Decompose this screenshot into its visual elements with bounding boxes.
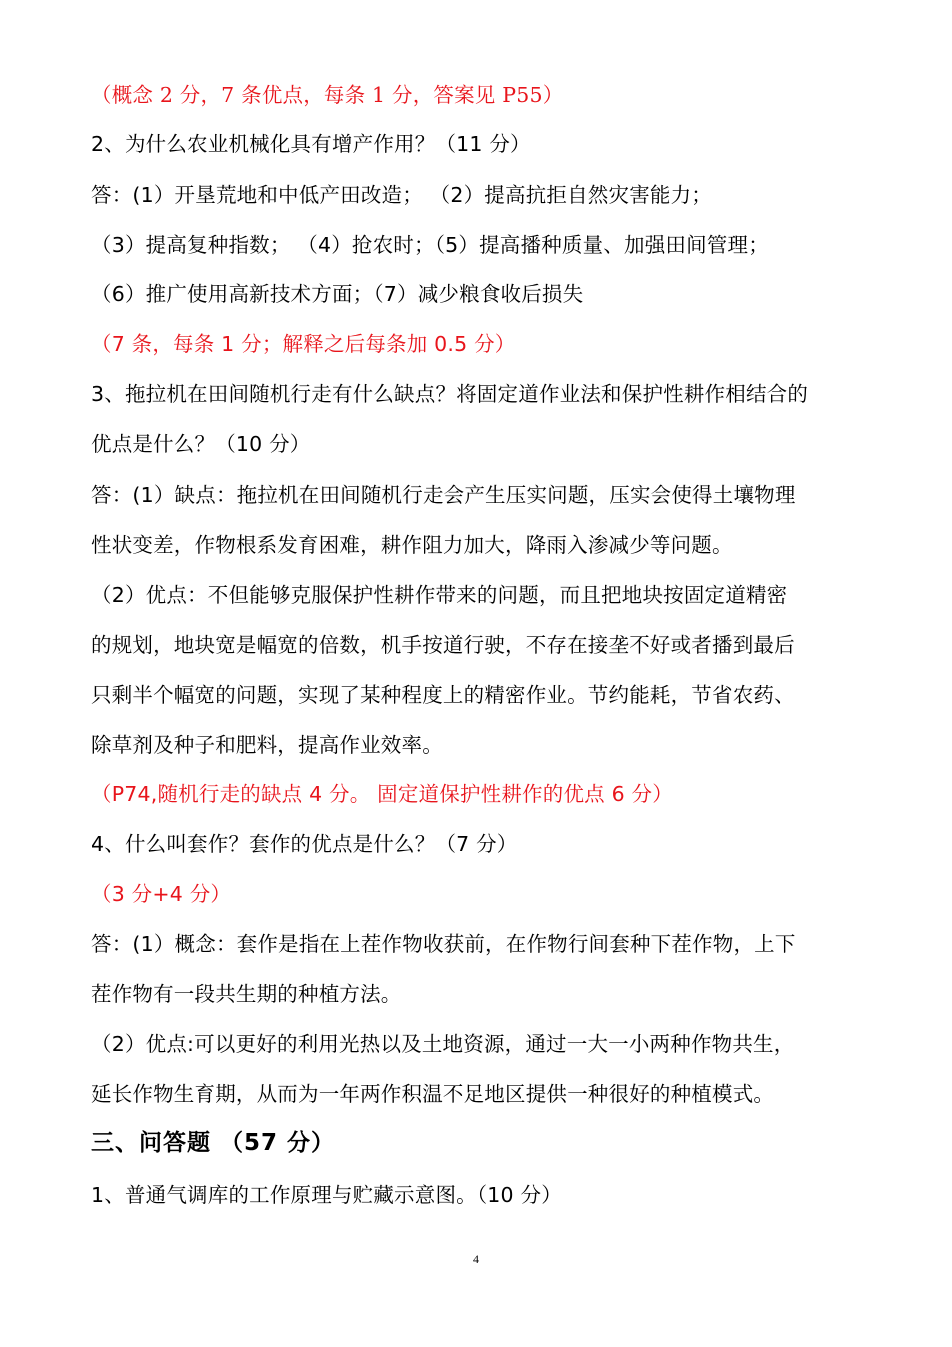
answer-2-line-3: （6）推广使用高新技术方面；（7）减少粮食收后损失 xyxy=(91,282,584,306)
page-number: 4 xyxy=(473,1252,479,1266)
answer-4-line-1: 答：(1）概念：套作是指在上茬作物收获前，在作物行间套种下茬作物，上下 xyxy=(91,932,796,956)
scoring-note-4: （3 分+4 分） xyxy=(91,882,232,906)
answer-3-line-5: 只剩半个幅宽的问题，实现了某种程度上的精密作业。节约能耗，节省农药、 xyxy=(91,683,795,707)
scoring-note-1: （概念 2 分，7 条优点，每条 1 分，答案见 P55） xyxy=(91,83,564,107)
scoring-note-3: （P74,随机行走的缺点 4 分。 固定道保护性耕作的优点 6 分） xyxy=(91,782,673,806)
answer-4-line-3: （2）优点:可以更好的利用光热以及土地资源，通过一大一小两种作物共生， xyxy=(91,1032,795,1056)
answer-3-line-2: 性状变差，作物根系发育困难，耕作阻力加大，降雨入渗减少等问题。 xyxy=(91,533,733,557)
answer-4-line-2: 茬作物有一段共生期的种植方法。 xyxy=(91,982,402,1006)
question-3-line-2: 优点是什么？（10 分） xyxy=(91,432,311,456)
question-2: 2、为什么农业机械化具有增产作用？（11 分） xyxy=(91,132,531,156)
answer-3-line-3: （2）优点：不但能够克服保护性耕作带来的问题，而且把地块按固定道精密 xyxy=(91,583,788,607)
scoring-note-2: （7 条，每条 1 分；解释之后每条加 0.5 分） xyxy=(91,332,516,356)
answer-2-line-2: （3）提高复种指数； （4）抢农时；（5）提高播种质量、加强田间管理； xyxy=(91,233,769,257)
answer-2-line-1: 答：(1）开垦荒地和中低产田改造； （2）提高抗拒自然灾害能力； xyxy=(91,183,712,207)
question-4: 4、什么叫套作？套作的优点是什么？（7 分） xyxy=(91,832,518,856)
answer-4-line-4: 延长作物生育期，从而为一年两作积温不足地区提供一种很好的种植模式。 xyxy=(91,1082,775,1106)
answer-3-line-1: 答：(1）缺点：拖拉机在田间随机行走会产生压实问题，压实会使得土壤物理 xyxy=(91,483,796,507)
answer-3-line-4: 的规划，地块宽是幅宽的倍数，机手按道行驶，不存在接垄不好或者播到最后 xyxy=(91,633,795,657)
question-5: 1、普通气调库的工作原理与贮藏示意图。（10 分） xyxy=(91,1183,562,1207)
section-heading-3: 三、问答题 （57 分） xyxy=(91,1130,336,1156)
question-3-line-1: 3、拖拉机在田间随机行走有什么缺点？将固定道作业法和保护性耕作相结合的 xyxy=(91,382,809,406)
answer-3-line-6: 除草剂及种子和肥料，提高作业效率。 xyxy=(91,733,443,757)
